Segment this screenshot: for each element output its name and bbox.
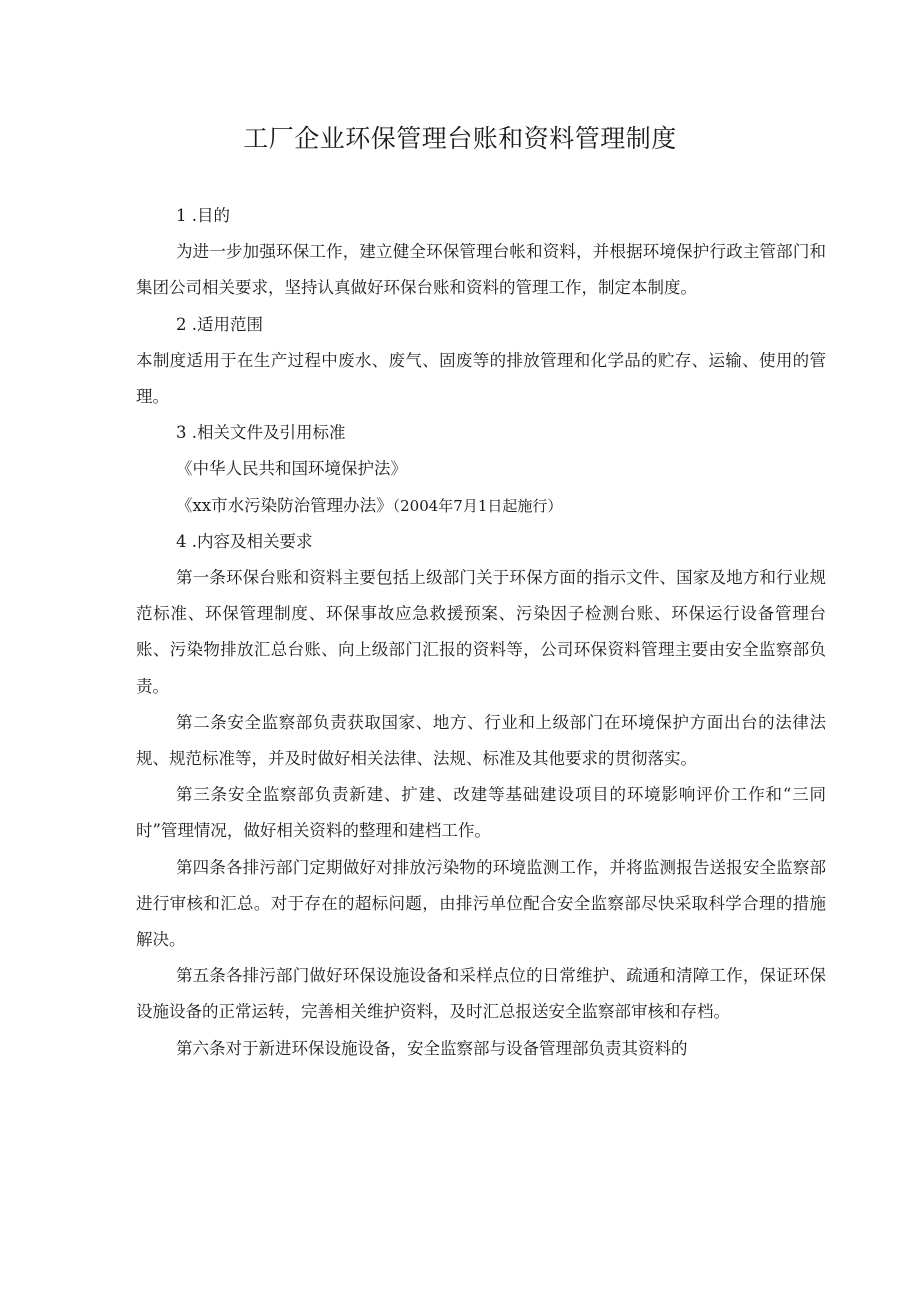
article-3: 第三条安全监察部负责新建、扩建、改建等基础建设项目的环境影响评价工作和“三同时”管理情况，做好相关资料的整理和建档工作。: [136, 785, 826, 841]
article-4: 第四条各排污部门定期做好对排放污染物的环境监测工作，并将监测报告送报安全监察部进行审核和汇总。对于存在的超标问题，由排污单位配合安全监察部尽快采取科学合理的措施解决。: [136, 857, 826, 950]
section-heading-purpose: 1 .目的: [176, 206, 230, 225]
article-2: 第二条安全监察部负责获取国家、地方、行业和上级部门在环境保护方面出台的法律法规、规范标准等，并及时做好相关法律、法规、标准及其他要求的贯彻落实。: [136, 712, 826, 769]
section-heading-content: 4 .内容及相关要求: [176, 531, 313, 551]
reference-item: 《中华人民共和国环境保护法》: [176, 459, 407, 479]
paragraph-scope: 本制度适用于在生产过程中废水、废气、固废等的排放管理和化学品的贮存、运输、使用的管理。: [136, 350, 826, 407]
reference-title: 《xx市水污染防治管理办法》: [176, 495, 393, 515]
reference-item: [136, 488, 826, 524]
section-heading-references: 3 .相关文件及引用标准: [176, 423, 346, 443]
document-body: [136, 198, 826, 1067]
reference-date: （2004年7月1日起施行）: [392, 496, 563, 515]
document-title: 工厂企业环保管理台账和资料管理制度: [243, 124, 677, 153]
article-5: 第五条各排污部门做好环保设施设备和采样点位的日常维护、疏通和清障工作，保证环保设施设备的正常运转，完善相关维护资料，及时汇总报送安全监察部审核和存档。: [136, 966, 826, 1022]
section-heading-scope: 2 .适用范围: [176, 314, 263, 334]
article-6: 第六条对于新进环保设施设备，安全监察部与设备管理部负责其资料的: [176, 1038, 688, 1058]
paragraph-purpose: 为进一步加强环保工作，建立健全环保管理台帐和资料，并根据环境保护行政主管部门和集团公司相关要求，坚持认真做好环保台账和资料的管理工作，制定本制度。: [136, 242, 826, 298]
article-1: 第一条环保台账和资料主要包括上级部门关于环保方面的指示文件、国家及地方和行业规范标准、环保管理制度、环保事故应急救援预案、污染因子检测台账、环保运行设备管理台账、污染物排放汇总台账、向上级部门汇报的资料等，公司环保资料管理主要由安全监察部负责。: [136, 568, 826, 696]
